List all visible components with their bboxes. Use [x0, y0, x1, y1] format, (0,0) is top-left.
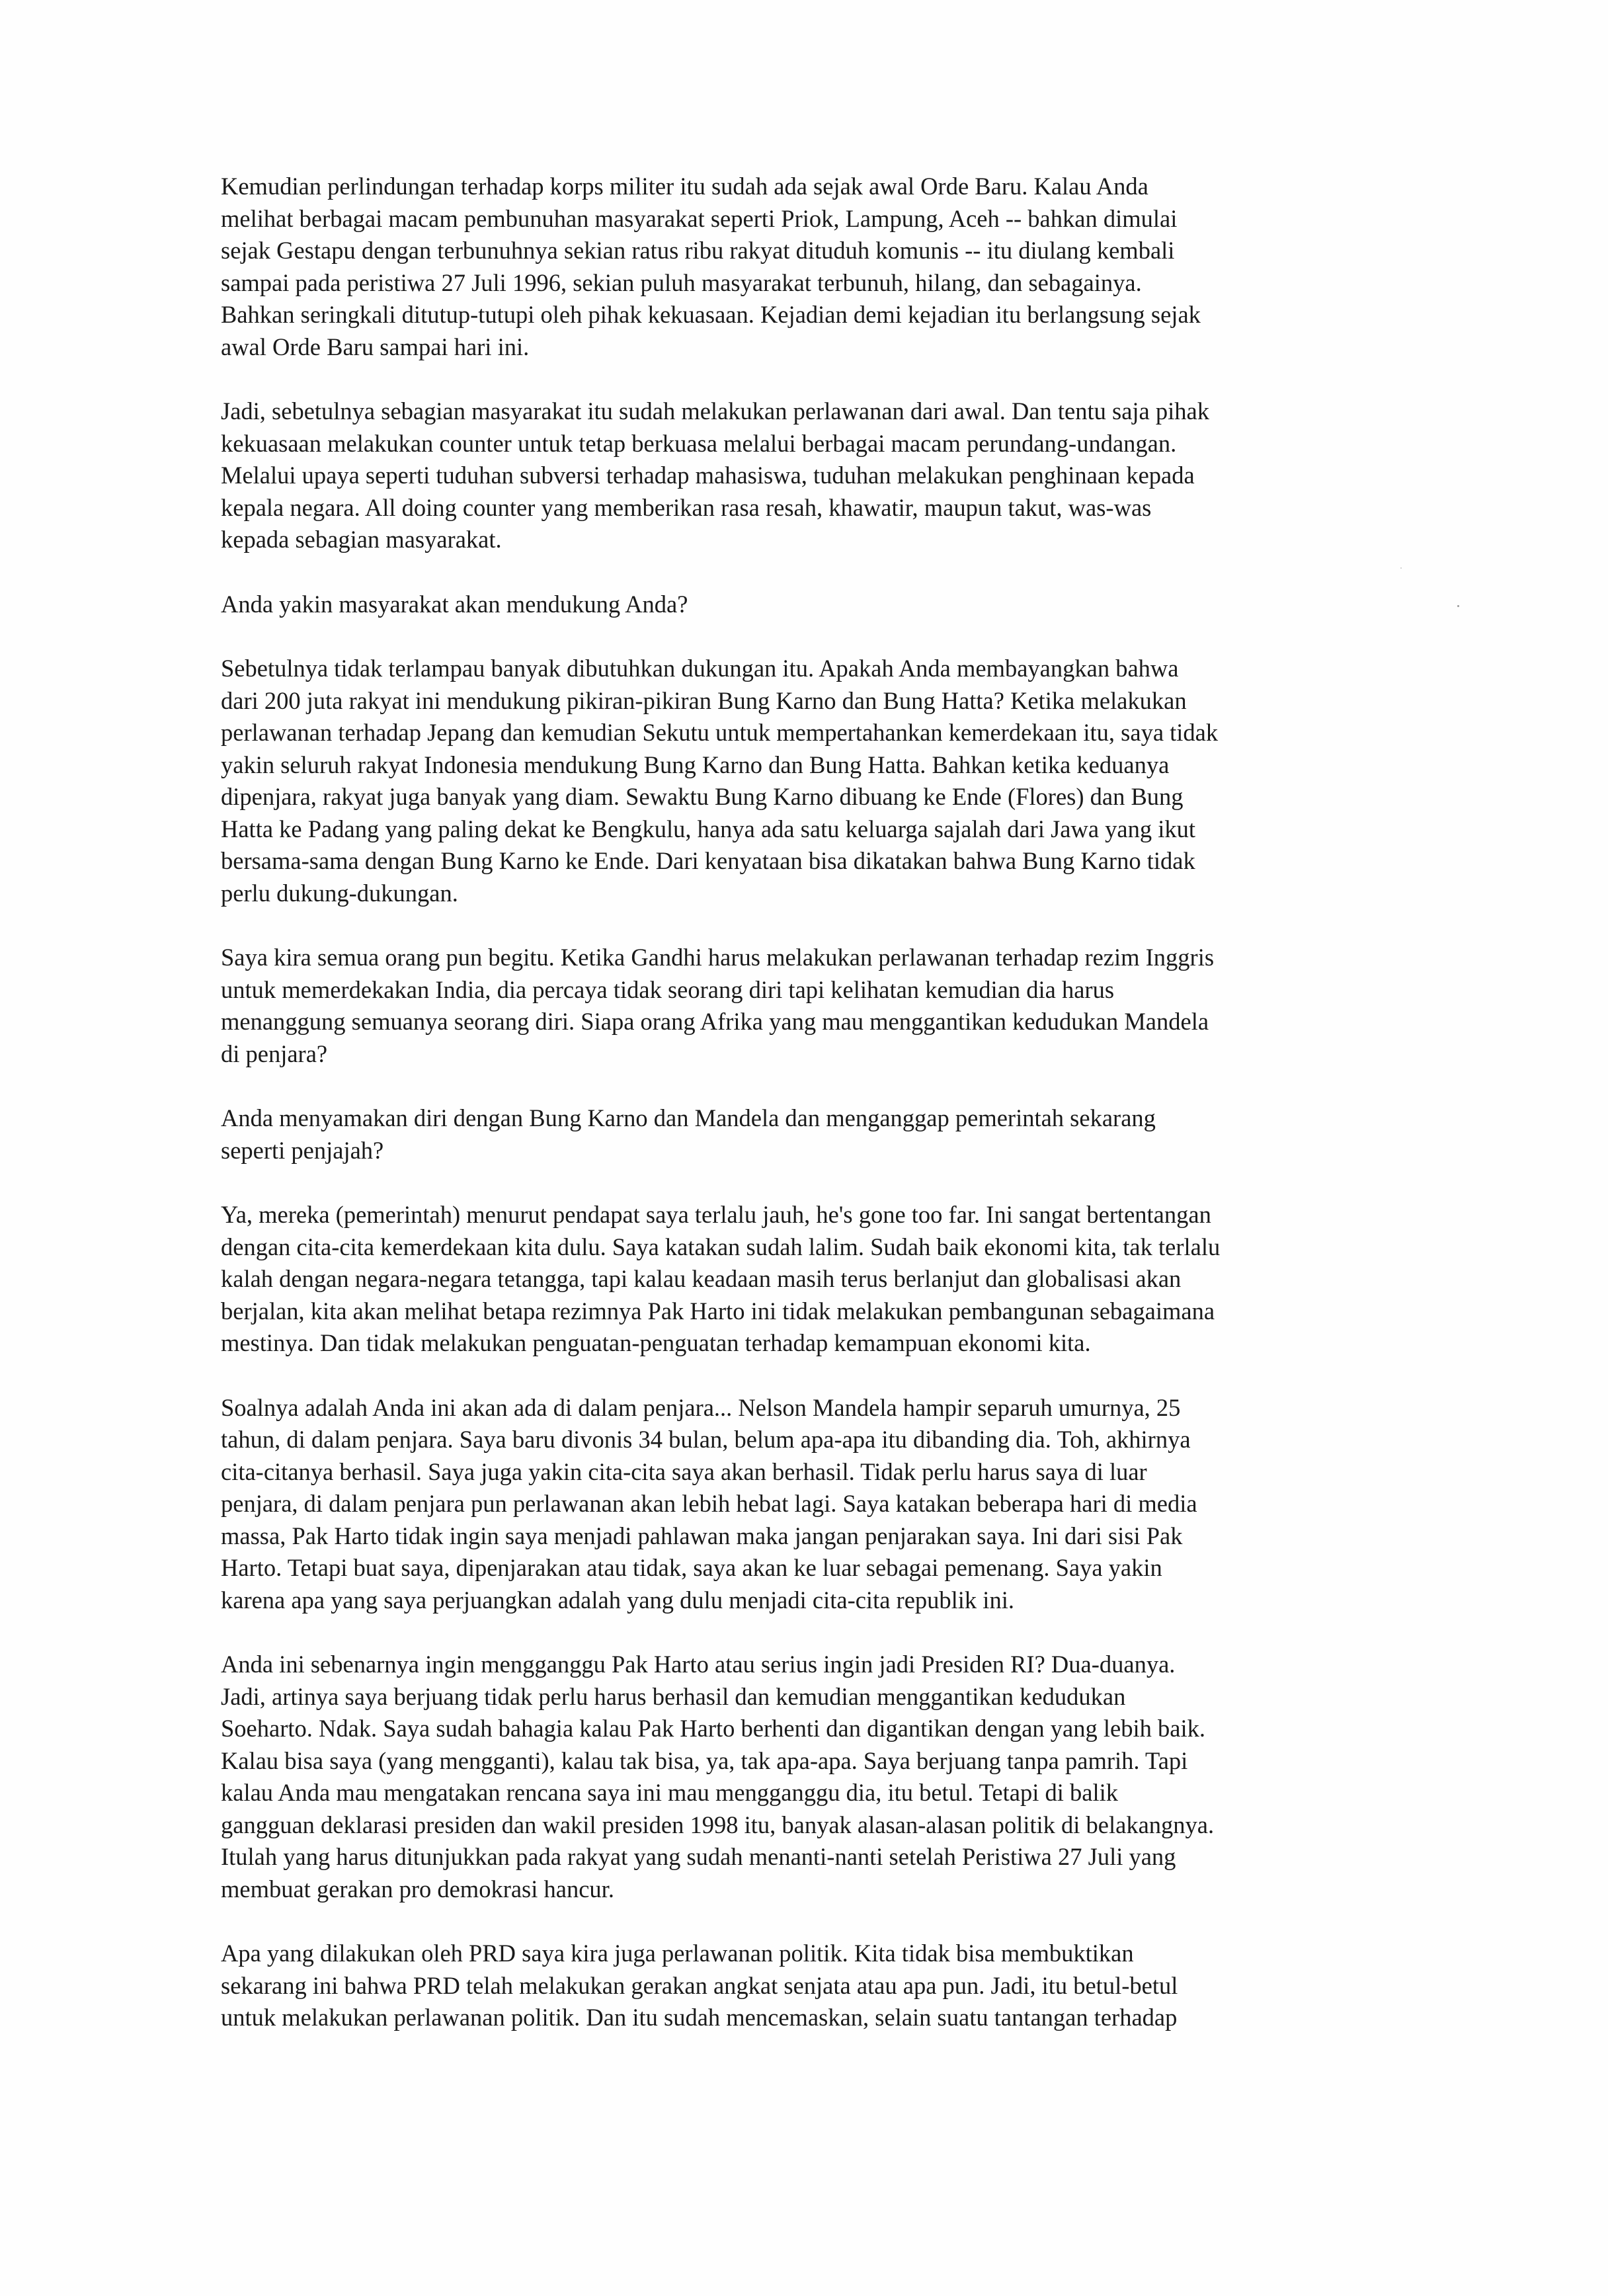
- scan-speck: [1457, 605, 1459, 607]
- text-line: bersama-sama dengan Bung Karno ke Ende. Dari kenyataan bisa dikatakan bahwa Bung Karno tidak: [221, 847, 1195, 874]
- text-line: massa, Pak Harto tidak ingin saya menjadi pahlawan maka jangan penjarakan saya. Ini dari sisi Pak: [221, 1522, 1183, 1549]
- text-line: mestinya. Dan tidak melakukan penguatan-penguatan terhadap kemampuan ekonomi kita.: [221, 1329, 1091, 1356]
- paragraph-4: [221, 653, 1365, 909]
- text-line: perlawanan terhadap Jepang dan kemudian Sekutu untuk mempertahankan kemerdekaan itu, saya tidak: [221, 719, 1219, 746]
- paragraph-7: [221, 1199, 1365, 1360]
- text-line: menanggung semuanya seorang diri. Siapa orang Afrika yang mau menggantikan kedudukan Mandela: [221, 1008, 1209, 1035]
- paragraph-1: [221, 171, 1365, 363]
- text-line: Jadi, artinya saya berjuang tidak perlu harus berhasil dan kemudian menggantikan kedudukan: [221, 1682, 1126, 1710]
- interview-question-2: [221, 1102, 1365, 1167]
- text-line: dipenjara, rakyat juga banyak yang diam. Sewaktu Bung Karno dibuang ke Ende (Flores) dan Bung: [221, 783, 1184, 810]
- text-line: untuk melakukan perlawanan politik. Dan itu sudah mencemaskan, selain suatu tantangan terhadap: [221, 2004, 1178, 2031]
- text-line: melihat berbagai macam pembunuhan masyarakat seperti Priok, Lampung, Aceh -- bahkan dimulai: [221, 204, 1178, 232]
- paragraph-9: [221, 1649, 1365, 1905]
- text-line: Harto. Tetapi buat saya, dipenjarakan atau tidak, saya akan ke luar sebagai pemenang. Saya yakin: [221, 1554, 1162, 1581]
- text-line: tahun, di dalam penjara. Saya baru divonis 34 bulan, belum apa-apa itu dibanding dia. Toh, akhirnya: [221, 1426, 1191, 1453]
- text-line: Ya, mereka (pemerintah) menurut pendapat saya terlalu jauh, he's gone too far. Ini sangat bertentangan: [221, 1201, 1211, 1228]
- text-line: Sebetulnya tidak terlampau banyak dibutuhkan dukungan itu. Apakah Anda membayangkan bahwa: [221, 655, 1179, 682]
- text-line: Soeharto. Ndak. Saya sudah bahagia kalau Pak Harto berhenti dan digantikan dengan yang lebih baik.: [221, 1715, 1205, 1742]
- text-line: Hatta ke Padang yang paling dekat ke Bengkulu, hanya ada satu keluarga sajalah dari Jawa yang ikut: [221, 815, 1196, 842]
- text-line: awal Orde Baru sampai hari ini.: [221, 333, 530, 360]
- text-line: dari 200 juta rakyat ini mendukung pikiran-pikiran Bung Karno dan Bung Hatta? Ketika melakukan: [221, 686, 1187, 714]
- paragraph-5: [221, 942, 1365, 1070]
- interview-question-1: [221, 589, 1365, 621]
- text-line: yakin seluruh rakyat Indonesia mendukung Bung Karno dan Bung Hatta. Bahkan ketika keduanya: [221, 751, 1170, 778]
- text-line: sejak Gestapu dengan terbunuhnya sekian ratus ribu rakyat dituduh komunis -- itu diulang kembali: [221, 237, 1175, 264]
- text-line: penjara, di dalam penjara pun perlawanan akan lebih hebat lagi. Saya katakan beberapa hari di media: [221, 1490, 1197, 1517]
- text-line: Melalui upaya seperti tuduhan subversi terhadap mahasiswa, tuduhan melakukan penghinaan kepada: [221, 462, 1195, 489]
- document-body: [221, 171, 1365, 2067]
- paragraph-2: [221, 395, 1365, 556]
- scan-speck: [1400, 567, 1402, 569]
- text-line: sekarang ini bahwa PRD telah melakukan gerakan angkat senjata atau apa pun. Jadi, itu betul-betul: [221, 1971, 1178, 1999]
- text-line: Kemudian perlindungan terhadap korps militer itu sudah ada sejak awal Orde Baru. Kalau Anda: [221, 173, 1148, 200]
- text-line: Anda ini sebenarnya ingin mengganggu Pak Harto atau serius ingin jadi Presiden RI? Dua-duanya.: [221, 1651, 1176, 1678]
- text-line: Anda yakin masyarakat akan mendukung Anda?: [221, 590, 688, 618]
- text-line: kalau Anda mau mengatakan rencana saya ini mau mengganggu dia, itu betul. Tetapi di balik: [221, 1779, 1118, 1806]
- text-line: di penjara?: [221, 1040, 328, 1067]
- text-line: karena apa yang saya perjuangkan adalah yang dulu menjadi cita-cita republik ini.: [221, 1586, 1014, 1614]
- text-line: seperti penjajah?: [221, 1136, 384, 1164]
- paragraph-10: [221, 1938, 1365, 2034]
- text-line: Apa yang dilakukan oleh PRD saya kira juga perlawanan politik. Kita tidak bisa membuktikan: [221, 1940, 1134, 1967]
- text-line: Bahkan seringkali ditutup-tutupi oleh pihak kekuasaan. Kejadian demi kejadian itu berlangsung sejak: [221, 301, 1201, 328]
- text-line: cita-citanya berhasil. Saya juga yakin cita-cita saya akan berhasil. Tidak perlu harus saya di luar: [221, 1457, 1147, 1485]
- text-line: Itulah yang harus ditunjukkan pada rakyat yang sudah menanti-nanti setelah Peristiwa 27 Juli yang: [221, 1843, 1176, 1870]
- text-line: untuk memerdekakan India, dia percaya tidak seorang diri tapi kelihatan kemudian dia harus: [221, 975, 1115, 1003]
- text-line: kepala negara. All doing counter yang memberikan rasa resah, khawatir, maupun takut, was-was: [221, 493, 1152, 521]
- text-line: gangguan deklarasi presiden dan wakil presiden 1998 itu, banyak alasan-alasan politik di belakangnya.: [221, 1811, 1215, 1838]
- text-line: sampai pada peristiwa 27 Juli 1996, sekian puluh masyarakat terbunuh, hilang, dan sebagainya.: [221, 268, 1142, 296]
- text-line: Saya kira semua orang pun begitu. Ketika Gandhi harus melakukan perlawanan terhadap rezim Inggris: [221, 944, 1215, 971]
- text-line: perlu dukung-dukungan.: [221, 879, 458, 907]
- paragraph-8: [221, 1392, 1365, 1617]
- text-line: Jadi, sebetulnya sebagian masyarakat itu sudah melakukan perlawanan dari awal. Dan tentu saja pihak: [221, 397, 1209, 425]
- text-line: kekuasaan melakukan counter untuk tetap berkuasa melalui berbagai macam perundang-undangan.: [221, 429, 1177, 457]
- text-line: Soalnya adalah Anda ini akan ada di dalam penjara... Nelson Mandela hampir separuh umurnya, 25: [221, 1393, 1181, 1421]
- text-line: Anda menyamakan diri dengan Bung Karno dan Mandela dan menganggap pemerintah sekarang: [221, 1104, 1156, 1131]
- text-line: kepada sebagian masyarakat.: [221, 526, 502, 553]
- text-line: dengan cita-cita kemerdekaan kita dulu. Saya katakan sudah lalim. Sudah baik ekonomi kita, tak terlalu: [221, 1233, 1221, 1260]
- text-line: kalah dengan negara-negara tetangga, tapi kalau keadaan masih terus berlanjut dan globalisasi akan: [221, 1265, 1182, 1292]
- text-line: membuat gerakan pro demokrasi hancur.: [221, 1875, 614, 1903]
- text-line: Kalau bisa saya (yang mengganti), kalau tak bisa, ya, tak apa-apa. Saya berjuang tanpa pamrih. Tapi: [221, 1746, 1188, 1774]
- text-line: berjalan, kita akan melihat betapa rezimnya Pak Harto ini tidak melakukan pembangunan sebagaimana: [221, 1297, 1215, 1325]
